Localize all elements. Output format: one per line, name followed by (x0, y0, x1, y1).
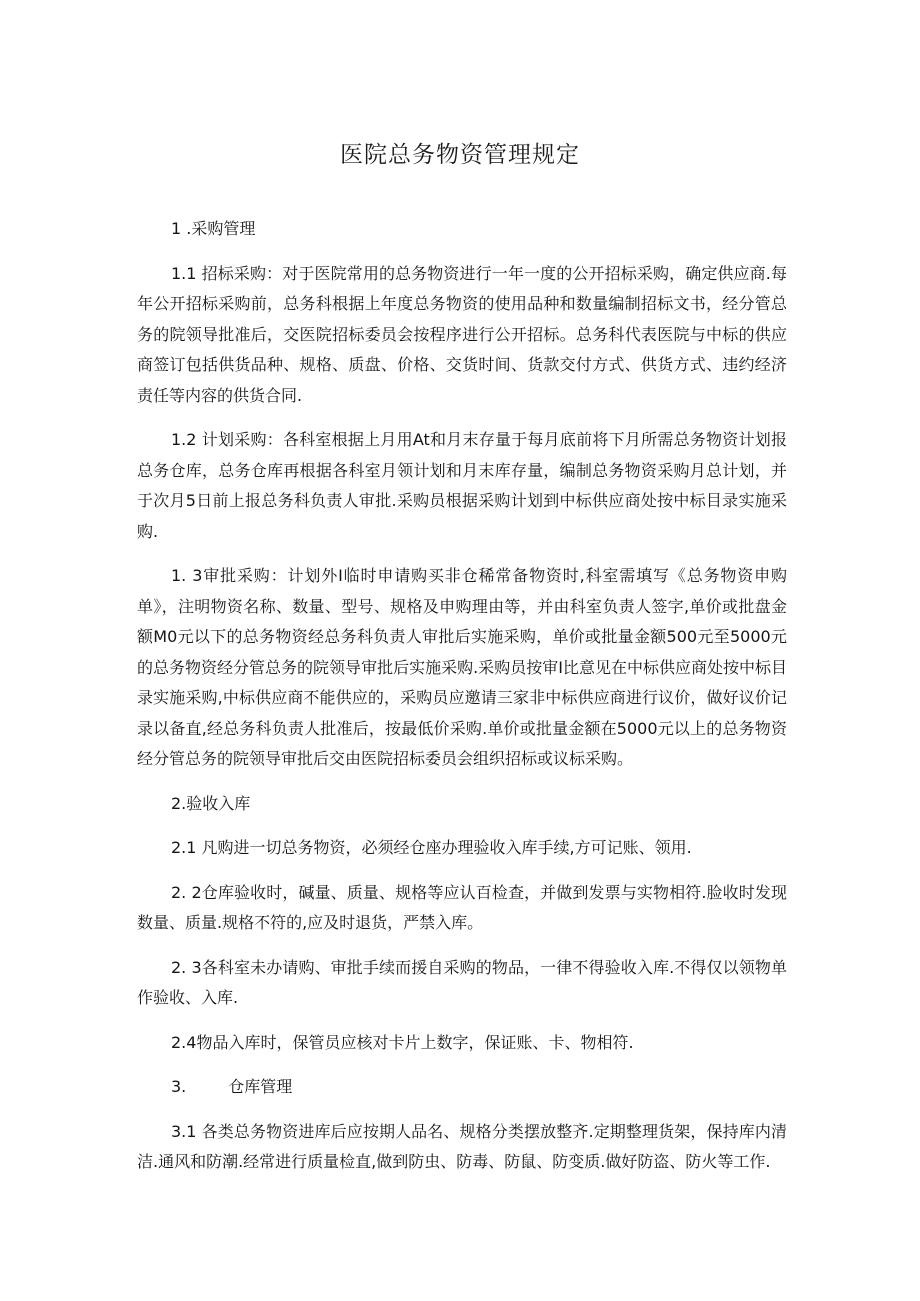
paragraph-1-1: 1.1 招标采购：对于医院常用的总务物资进行一年一度的公开招标采购，确定供应商.每年公开招标采购前，总务科根据上年度总务物资的使用品种和数量编制招标文书，经分管总务的院领导批准后，交医院招标委员会按程序进行公开招标。总务科代表医院与中标的供应商签订包括供货品种、规格、质盘、价格、交货时间、货款交付方式、供货方式、违约经济责任等内容的供货合同. (137, 263, 787, 405)
paragraph-2-3: 2. 3各科室未办请购、审批手续而援自采购的物品，一律不得验收入库.不得仅以领物单作验收、入库. (137, 957, 787, 1007)
paragraph-1-2: 1.2 计划采购：各科室根据上月用At和月末存量于每月底前将下月所需总务物资计划报总务仓库，总务仓库再根据各科室月领计划和月末库存量，编制总务物资采购月总计划，并于次月5日前上报总务科负责人审批.采购员根据采购计划到中标供应商处按中标目录实施采购. (137, 430, 787, 541)
document-title: 医院总务物资管理规定 (340, 142, 580, 168)
section-number: 3. (171, 1077, 187, 1096)
section-heading-warehouse (137, 1072, 787, 1103)
document-body (137, 214, 787, 1192)
paragraph-1-3: 1. 3审批采购：计划外I临时申请购买非仓稀常备物资时,科室需填写《总务物资申购单》，注明物资名称、数量、型号、规格及申购理由等，并由科室负责人签字,单价或批盘金额M0元以下的总务物资经总务科负责人审批后实施采购，单价或批量金额500元至5000元的总务物资经分管总务的院领导审批后实施采购.采购员按审I比意见在中标供应商处按中标目录实施采购,中标供应商不能供应的，采购员应邀请三家非中标供应商进行议价，做好议价记录以备直,经总务科负责人批准后，按最低价采购.单价或批量金额在5000元以上的总务物资经分管总务的院领导审批后交由医院招标委员会组织招标或议标采购。 (137, 566, 787, 768)
paragraph-2-1: 2.1 凡购进一切总务物资，必须经仓座办理验收入库手续,方可记账、领用. (171, 838, 692, 857)
section-heading-procurement: 1 .采购管理 (171, 219, 256, 238)
paragraph-3-1: 3.1 各类总务物资进库后应按期人品名、规格分类摆放整齐.定期整理货架，保持库内清洁.通风和防潮.经常进行质量检直,做到防虫、防毒、防鼠、防变质.做好防盗、防火等工作. (137, 1121, 787, 1171)
paragraph-2-2: 2. 2仓库验收时，碱量、质量、规格等应认百检查，并做到发票与实物相符.脸收时发现数量、质量.规格不符的,应及时退货，严禁入库。 (137, 882, 787, 932)
section-heading-inspection: 2.验收入库 (171, 793, 251, 813)
paragraph-2-4: 2.4物品入库时，保管员应核对卡片上数字，保证账、卡、物相符. (171, 1032, 634, 1052)
section-title: 仓库管理 (228, 1077, 293, 1096)
